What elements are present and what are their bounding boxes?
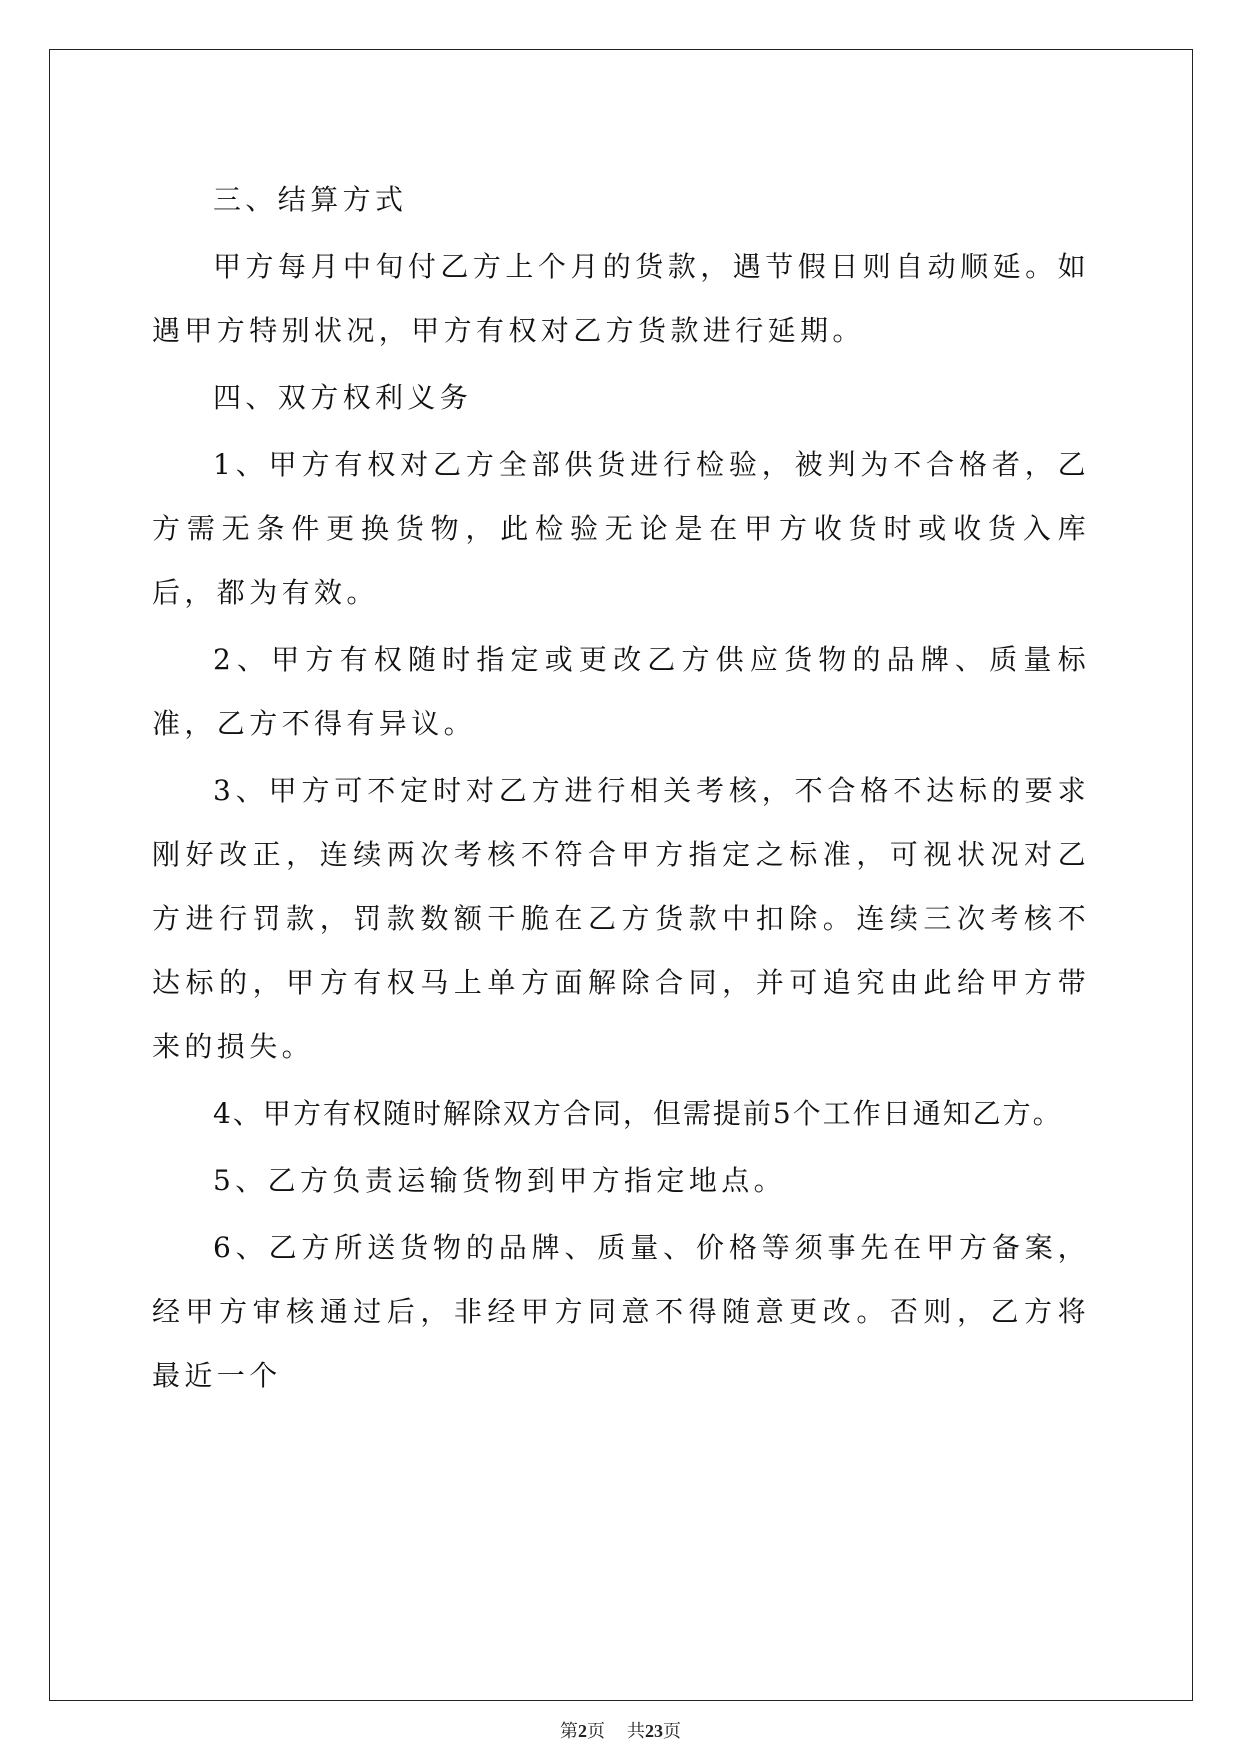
clause-3: 3、甲方可不定时对乙方进行相关考核，不合格不达标的要求刚好改正，连续两次考核不符合甲方指定之标准，可视状况对乙方进行罚款，罚款数额干脆在乙方货款中扣除。连续三次考核不达标的，甲方有权马上单方面解除合同，并可追究由此给甲方带来的损失。 [152,774,1090,1063]
page-prefix: 第 [560,1721,578,1742]
clause-4: 4、甲方有权随时解除双方合同，但需提前5个工作日通知乙方。 [213,1097,1063,1130]
page-footer [0,1722,1241,1741]
paragraph-payment-terms: 甲方每月中旬付乙方上个月的货款，遇节假日则自动顺延。如遇甲方特别状况，甲方有权对乙方货款进行延期。 [152,250,1090,347]
page-number: 2 [578,1721,587,1741]
total-suffix: 页 [663,1721,681,1742]
clause-1: 1、甲方有权对乙方全部供货进行检验，被判为不合格者，乙方需无条件更换货物，此检验无论是在甲方收货时或收货入库后，都为有效。 [152,448,1090,609]
section-heading-settlement: 三、结算方式 [213,183,408,216]
total-pages: 23 [645,1721,663,1741]
total-prefix: 共 [627,1721,645,1742]
clause-5: 5、乙方负责运输货物到甲方指定地点。 [213,1164,787,1197]
document-body [152,168,1090,1408]
page-suffix: 页 [587,1721,605,1742]
clause-2: 2、甲方有权随时指定或更改乙方供应货物的品牌、质量标准，乙方不得有异议。 [152,643,1090,740]
clause-6: 6、乙方所送货物的品牌、质量、价格等须事先在甲方备案，经甲方审核通过后，非经甲方同意不得随意更改。否则，乙方将最近一个 [152,1231,1090,1392]
section-heading-rights-obligations: 四、双方权利义务 [213,381,473,414]
